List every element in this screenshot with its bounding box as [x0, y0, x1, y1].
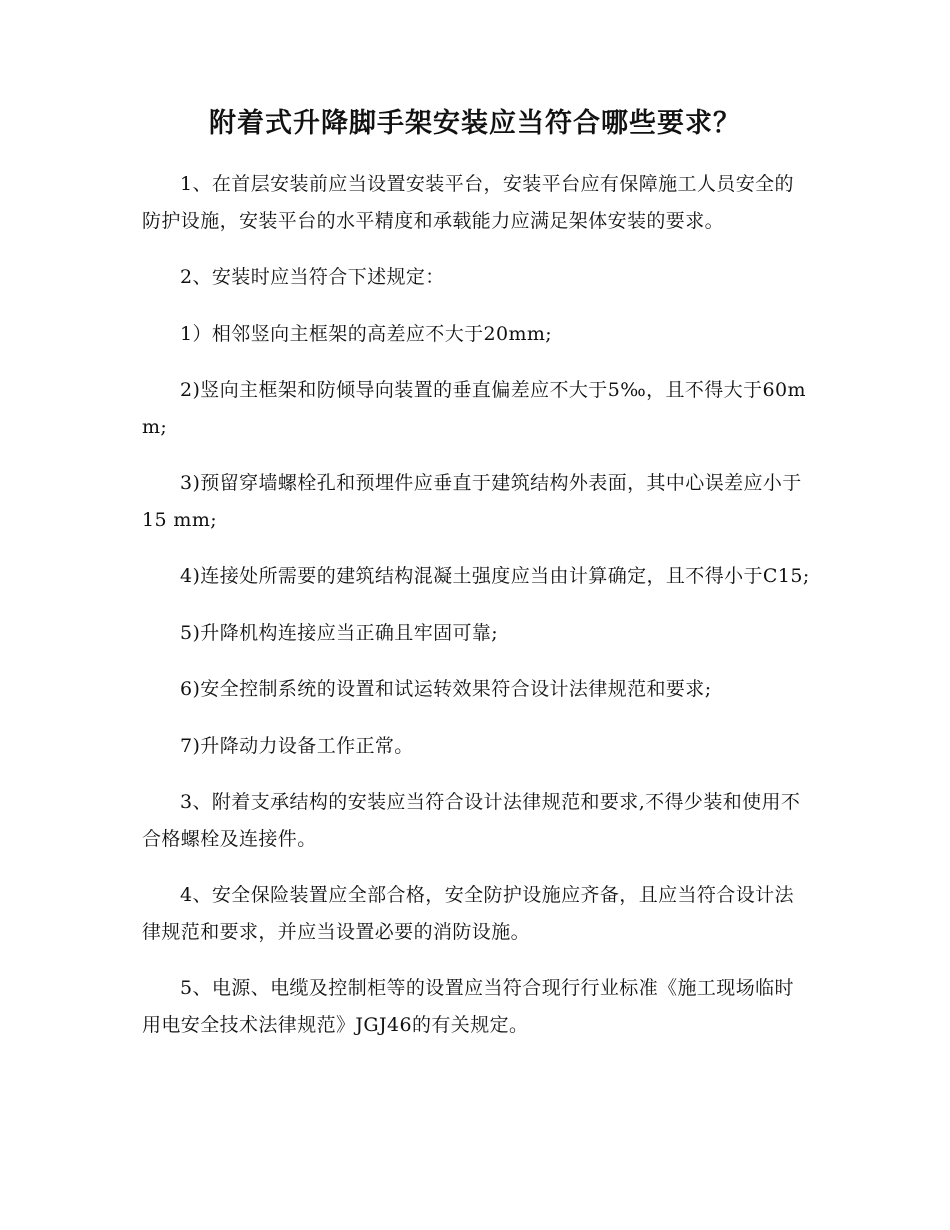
- paragraph-2: 2、安装时应当符合下述规定：: [180, 266, 445, 288]
- paragraph-3: 3、附着支承结构的安装应当符合设计法律规范和要求,不得少装和使用不合格螺栓及连接件。: [142, 791, 801, 850]
- rule-item-3: 3)预留穿墙螺栓孔和预埋件应垂直于建筑结构外表面，其中心误差应小于15 mm;: [142, 472, 802, 531]
- rule-item-2: 2)竖向主框架和防倾导向装置的垂直偏差应不大于5‰，且不得大于60mm;: [142, 379, 806, 438]
- rule-item-4: 4)连接处所需要的建筑结构混凝土强度应当由计算确定，且不得小于C15;: [180, 565, 810, 587]
- rule-item-1: 1）相邻竖向主框架的高差应不大于20mm;: [180, 322, 553, 345]
- document-body: [142, 166, 812, 1063]
- document-title: 附着式升降脚手架安装应当符合哪些要求？: [209, 108, 741, 139]
- rule-item-7: 7)升降动力设备工作正常。: [180, 734, 414, 757]
- paragraph-5: 5、电源、电缆及控制柜等的设置应当符合现行行业标准《施工现场临时用电安全技术法律规范》JGJ46的有关规定。: [142, 977, 794, 1036]
- rule-item-5: 5)升降机构连接应当正确且牢固可靠;: [180, 621, 499, 644]
- paragraph-4: 4、安全保险装置应全部合格，安全防护设施应齐备，且应当符合设计法律规范和要求，并应当设置必要的消防设施。: [142, 884, 794, 943]
- paragraph-1: 1、在首层安装前应当设置安装平台，安装平台应有保障施工人员安全的防护设施，安装平台的水平精度和承载能力应满足架体安装的要求。: [142, 173, 794, 232]
- rule-item-6: 6)安全控制系统的设置和试运转效果符合设计法律规范和要求;: [180, 678, 712, 700]
